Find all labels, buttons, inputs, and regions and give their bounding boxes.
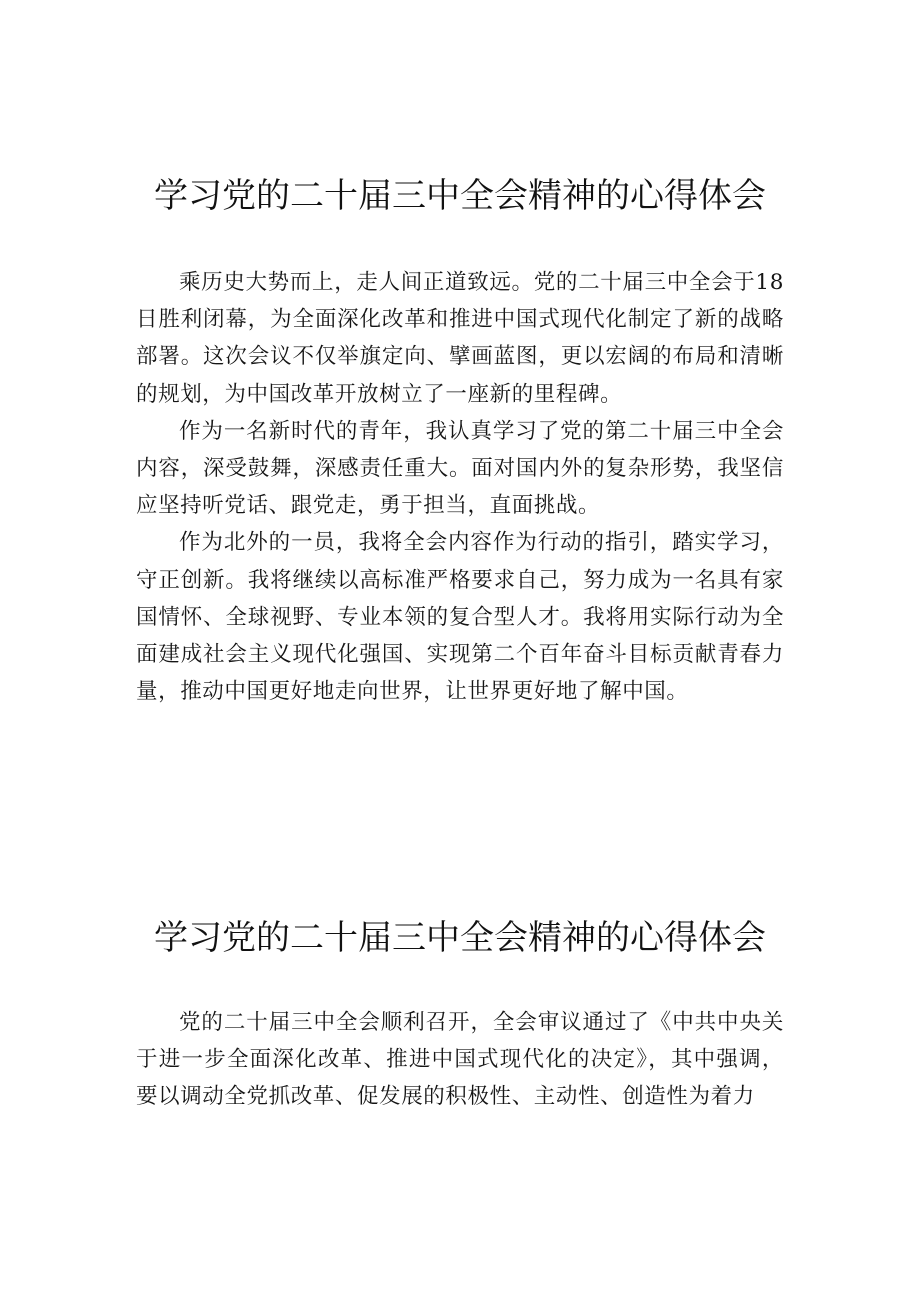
article-2-title: 学习党的二十届三中全会精神的心得体会 bbox=[154, 918, 766, 958]
article-1 bbox=[136, 170, 784, 710]
article-1-paragraph-1: 乘历史大势而上，走人间正道致远。党的二十届三中全会于18日胜利闭幕，为全面深化改革和推进中国式现代化制定了新的战略部署。这次会议不仅举旗定向、擘画蓝图，更以宏阔的布局和清晰的规划，为中国改革开放树立了一座新的里程碑。 bbox=[136, 270, 784, 407]
article-2-paragraph-1: 党的二十届三中全会顺利召开，全会审议通过了《中共中央关于进一步全面深化改革、推进中国式现代化的决定》，其中强调，要以调动全党抓改革、促发展的积极性、主动性、创造性为着力 bbox=[136, 1010, 784, 1110]
article-2 bbox=[136, 912, 784, 1116]
article-1-paragraph-3: 作为北外的一员，我将全会内容作为行动的指引，踏实学习，守正创新。我将继续以高标准严格要求自己，努力成为一名具有家国情怀、全球视野、专业本领的复合型人才。我将用实际行动为全面建成社会主义现代化强国、实现第二个百年奋斗目标贡献青春力量，推动中国更好地走向世界，让世界更好地了解中国。 bbox=[136, 530, 784, 705]
article-1-paragraph-2: 作为一名新时代的青年，我认真学习了党的第二十届三中全会内容，深受鼓舞，深感责任重大。面对国内外的复杂形势，我坚信应坚持听党话、跟党走，勇于担当，直面挑战。 bbox=[136, 418, 784, 519]
article-1-title: 学习党的二十届三中全会精神的心得体会 bbox=[154, 176, 766, 216]
